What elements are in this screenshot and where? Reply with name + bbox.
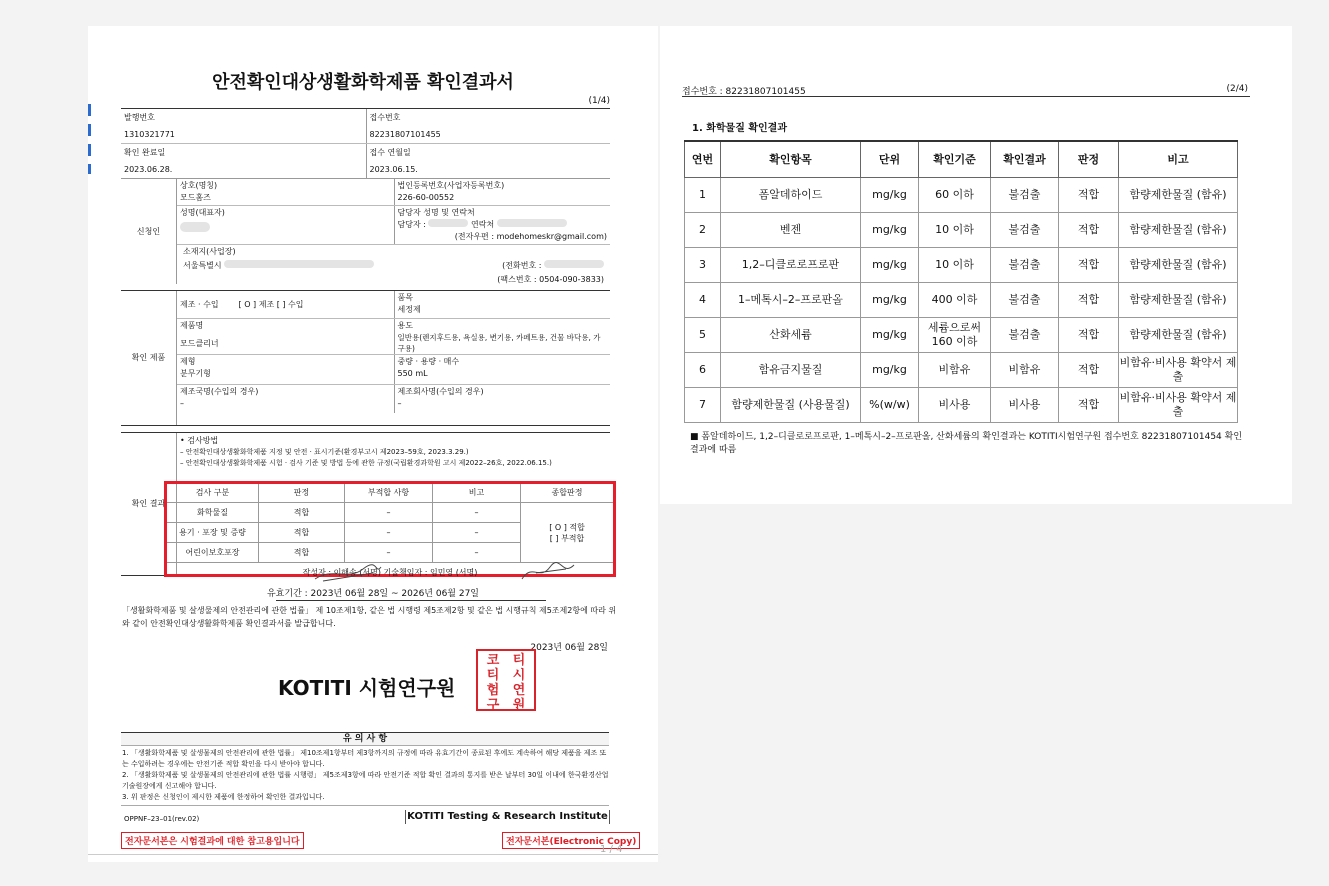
result-item: 어린이보호포장 bbox=[167, 543, 259, 563]
redacted-phone bbox=[544, 260, 604, 268]
cell-std: 10 이하 bbox=[919, 247, 991, 282]
institute-name-en: KOTITI Testing & Research Institute bbox=[405, 810, 610, 824]
issue-date: 2023년 06월 28일 bbox=[530, 643, 608, 653]
country-label: 제조국명(수입의 경우) bbox=[180, 387, 259, 396]
result-header-overall: 종합판정 bbox=[521, 483, 614, 503]
method-line-2: – 안전확인대상생활화학제품 시험 · 검사 기준 및 방법 등에 관한 규정(국립환경과학원 고시 제2022–26호, 2022.06.15.) bbox=[180, 459, 552, 467]
issue-info-table bbox=[121, 108, 610, 179]
cell-note: 함량제한물질 (함유) bbox=[1119, 282, 1238, 317]
result-note: – bbox=[433, 503, 521, 523]
seal-char: 원 bbox=[512, 698, 526, 713]
footnote: ■ 폼알데하이드, 1,2–디클로로프로판, 1–메톡시–2–프로판올, 산화세륨의 확인결과는 KOTITI시험연구원 접수번호 82231807101454 확인결과에 따름 bbox=[690, 432, 1243, 455]
cell-note: 비함유·비사용 확약서 제출 bbox=[1119, 352, 1238, 387]
cell-std: 세륨으로써 160 이하 bbox=[919, 317, 991, 352]
receipt-date-label: 접수 연월일 bbox=[369, 148, 411, 157]
institute-name: KOTITI 시험연구원 bbox=[278, 676, 456, 700]
seal-char: 연 bbox=[512, 683, 526, 698]
result-header-item: 검사 구분 bbox=[167, 483, 259, 503]
use-label: 용도 bbox=[397, 321, 413, 330]
cell-result: 불검출 bbox=[991, 212, 1059, 247]
cell-result: 비사용 bbox=[991, 387, 1059, 422]
table-row bbox=[685, 177, 1238, 212]
country-value: – bbox=[180, 399, 184, 408]
issue-no: 1310321771 bbox=[124, 130, 175, 139]
cell-item: 1–메톡시–2–프로판올 bbox=[721, 282, 861, 317]
seal-char: 험 bbox=[486, 683, 500, 698]
result-header-judge: 판정 bbox=[259, 483, 345, 503]
name-value: 모드클리너 bbox=[180, 339, 219, 348]
col-item: 확인항목 bbox=[721, 141, 861, 177]
document-page-2 bbox=[660, 26, 1292, 504]
scan-edge-mark bbox=[88, 104, 91, 174]
rep-label: 성명(대표자) bbox=[180, 208, 225, 217]
cell-note: 함량제한물질 (함유) bbox=[1119, 177, 1238, 212]
result-judge: 적합 bbox=[259, 523, 345, 543]
chemical-result-table bbox=[684, 140, 1238, 423]
company-value: 모드홈즈 bbox=[180, 193, 211, 202]
company-label: 상호(명칭) bbox=[180, 181, 218, 190]
phone: (전화번호 : bbox=[502, 261, 542, 270]
signature-line: 작성자 : 이해송 (서명) 기술책임자 : 임민영 (서명) bbox=[302, 568, 478, 577]
seal-char: 티 bbox=[512, 653, 526, 668]
receipt-no-label: 접수번호 bbox=[369, 113, 401, 122]
address-value: 서울특별시 bbox=[183, 261, 222, 270]
email: (전자우편 : modehomeskr@gmail.com) bbox=[454, 232, 607, 241]
cell-judge: 적합 bbox=[1059, 352, 1119, 387]
cell-result: 불검출 bbox=[991, 247, 1059, 282]
notice-item: 1. 「생활화학제품 및 살생물제의 안전관리에 관한 법률」 제10조제1항부터 제3항까지의 규정에 따라 유효기간이 종료된 후에도 계속하여 해당 제품을 제조 또는 수입하려는 경우에는 안전기준 적합 확인을 다시 받아야 합니다. bbox=[122, 749, 607, 768]
form-value: 분무기형 bbox=[180, 369, 211, 378]
cell-std: 비사용 bbox=[919, 387, 991, 422]
result-item: 용기 · 포장 및 증량 bbox=[167, 523, 259, 543]
result-header-defect: 부적합 사항 bbox=[345, 483, 433, 503]
cell-unit: %(w/w) bbox=[861, 387, 919, 422]
cell-result: 비함유 bbox=[991, 352, 1059, 387]
receipt-no-header: 접수번호 : 82231807101455 bbox=[682, 87, 806, 97]
result-defect: – bbox=[345, 523, 433, 543]
notice-item: 3. 위 판정은 신청인이 제시한 제품에 한정하여 확인한 결과입니다. bbox=[122, 793, 325, 801]
page-title: 안전확인대상생활화학제품 확인결과서 bbox=[212, 72, 514, 93]
redacted-name bbox=[180, 222, 210, 232]
seal-char: 코 bbox=[486, 653, 500, 668]
cell-judge: 적합 bbox=[1059, 177, 1119, 212]
maker-label: 제조회사명(수입의 경우) bbox=[397, 387, 484, 396]
redacted-address bbox=[224, 260, 374, 268]
cell-item: 함유금지물질 bbox=[721, 352, 861, 387]
result-header-note: 비고 bbox=[433, 483, 521, 503]
confirm-date: 2023.06.28. bbox=[124, 165, 173, 174]
maker-value: – bbox=[397, 399, 402, 408]
footer-line bbox=[88, 854, 658, 855]
col-no: 연번 bbox=[685, 141, 721, 177]
weight-value: 550 mL bbox=[397, 369, 428, 378]
redacted-manager bbox=[428, 219, 468, 227]
cell-no: 2 bbox=[685, 212, 721, 247]
table-row bbox=[685, 317, 1238, 352]
page-number: (1/4) bbox=[588, 96, 610, 106]
header-rule bbox=[682, 96, 1250, 97]
cell-unit: mg/kg bbox=[861, 352, 919, 387]
table-row bbox=[685, 387, 1238, 422]
cell-std: 10 이하 bbox=[919, 212, 991, 247]
weight-label: 중량 · 용량 · 매수 bbox=[397, 357, 460, 366]
seal-char: 시 bbox=[512, 668, 526, 683]
cell-item: 폼알데하이드 bbox=[721, 177, 861, 212]
cell-std: 비함유 bbox=[919, 352, 991, 387]
result-item: 화학물질 bbox=[167, 503, 259, 523]
cell-unit: mg/kg bbox=[861, 177, 919, 212]
col-std: 확인기준 bbox=[919, 141, 991, 177]
cell-judge: 적합 bbox=[1059, 282, 1119, 317]
notice-item: 2. 「생활화학제품 및 살생물제의 안전관리에 관한 법률 시행령」 제5조제3항에 따라 안전기준 적합 확인 결과의 통지를 받은 날부터 30일 이내에 한국환경산업기술원장에게 신고해야 합니다. bbox=[122, 771, 609, 790]
notice-title: 유 의 사 항 bbox=[121, 732, 609, 746]
manager-label: 담당자 성명 및 연락처 bbox=[397, 208, 475, 217]
overall-fail: [ ] 부적합 bbox=[549, 533, 585, 543]
table-row bbox=[685, 212, 1238, 247]
receipt-date: 2023.06.15. bbox=[369, 165, 418, 174]
result-defect: – bbox=[345, 543, 433, 563]
cell-note: 비함유·비사용 확약서 제출 bbox=[1119, 387, 1238, 422]
cell-no: 3 bbox=[685, 247, 721, 282]
notice-list bbox=[122, 748, 610, 803]
cell-item: 산화세륨 bbox=[721, 317, 861, 352]
cell-item: 1,2–디클로로프로판 bbox=[721, 247, 861, 282]
applicant-section bbox=[121, 178, 610, 284]
applicant-label: 신청인 bbox=[121, 179, 177, 284]
form-code: OPPNF–23–01(rev.02) bbox=[124, 815, 200, 823]
cell-item: 벤젠 bbox=[721, 212, 861, 247]
cell-no: 7 bbox=[685, 387, 721, 422]
document-page-1 bbox=[88, 26, 658, 862]
redacted-contact bbox=[497, 219, 567, 227]
law-text: 「생활화학제품 및 살생물제의 안전관리에 관한 법률」 제 10조제1항, 같은 법 시행령 제5조제2항 및 같은 법 시행규칙 제5조제2항에 따라 위와 같이 안전확인대상생활화학제품 확인결과서를 발급합니다. bbox=[122, 606, 617, 628]
category-label: 품목 bbox=[397, 293, 413, 302]
signature-mark-2 bbox=[518, 559, 578, 583]
manager-prefix: 담당자 : bbox=[397, 220, 426, 229]
result-defect: – bbox=[345, 503, 433, 523]
cell-no: 1 bbox=[685, 177, 721, 212]
seal-char: 구 bbox=[486, 698, 500, 713]
cell-note: 함량제한물질 (함유) bbox=[1119, 212, 1238, 247]
page-number: (2/4) bbox=[1226, 84, 1248, 94]
cell-result: 불검출 bbox=[991, 177, 1059, 212]
cell-item: 함량제한물질 (사용물질) bbox=[721, 387, 861, 422]
table-row bbox=[685, 352, 1238, 387]
page-mark: 1 / 4 bbox=[600, 844, 623, 855]
cell-judge: 적합 bbox=[1059, 317, 1119, 352]
seal-char: 티 bbox=[486, 668, 500, 683]
cell-note: 함량제한물질 (함유) bbox=[1119, 247, 1238, 282]
category-value: 세정제 bbox=[397, 305, 421, 314]
method-title: • 검사방법 bbox=[180, 436, 219, 445]
name-label: 제품명 bbox=[180, 321, 204, 330]
col-note: 비고 bbox=[1119, 141, 1238, 177]
method-line-1: – 안전확인대상생활화학제품 지정 및 안전 · 표시기준(환경부고시 제2023–59호, 2023.3.29.) bbox=[180, 448, 469, 456]
receipt-no: 82231807101455 bbox=[369, 130, 441, 139]
make-label: 제조 · 수입 bbox=[180, 299, 219, 309]
cell-unit: mg/kg bbox=[861, 247, 919, 282]
cell-no: 5 bbox=[685, 317, 721, 352]
cell-unit: mg/kg bbox=[861, 212, 919, 247]
valid-period: 유효기간 : 2023년 06월 28일 ~ 2026년 06월 27일 bbox=[266, 589, 480, 599]
product-section bbox=[121, 290, 610, 426]
result-judge: 적합 bbox=[259, 543, 345, 563]
result-note: – bbox=[433, 543, 521, 563]
fax: (팩스번호 : 0504-090-3833) bbox=[497, 275, 604, 284]
cell-unit: mg/kg bbox=[861, 317, 919, 352]
contact-prefix: 연락처 bbox=[471, 220, 495, 229]
signature-mark-1 bbox=[313, 561, 383, 585]
use-value: 일반용(렌지후드용, 욕실용, 변기용, 카페트용, 건물 바닥용, 가구용) bbox=[397, 333, 601, 353]
confirm-date-label: 확인 완료일 bbox=[124, 148, 166, 157]
overall-pass: [ O ] 적합 bbox=[549, 522, 585, 532]
issue-no-label: 발행번호 bbox=[124, 113, 155, 122]
electronic-copy-note: 전자문서본(Electronic Copy) bbox=[502, 832, 640, 849]
address-label: 소재지(사업장) bbox=[183, 247, 236, 256]
cell-no: 4 bbox=[685, 282, 721, 317]
col-judge: 판정 bbox=[1059, 141, 1119, 177]
cell-no: 6 bbox=[685, 352, 721, 387]
result-judge: 적합 bbox=[259, 503, 345, 523]
cell-result: 불검출 bbox=[991, 317, 1059, 352]
product-label: 확인 제품 bbox=[121, 291, 177, 425]
notice-divider bbox=[121, 805, 609, 806]
col-unit: 단위 bbox=[861, 141, 919, 177]
result-note: – bbox=[433, 523, 521, 543]
cell-judge: 적합 bbox=[1059, 247, 1119, 282]
cell-note: 함량제한물질 (함유) bbox=[1119, 317, 1238, 352]
cell-std: 60 이하 bbox=[919, 177, 991, 212]
form-label: 제형 bbox=[180, 357, 196, 366]
cell-std: 400 이하 bbox=[919, 282, 991, 317]
table-row bbox=[685, 282, 1238, 317]
col-result: 확인결과 bbox=[991, 141, 1059, 177]
section-title: 1. 화학물질 확인결과 bbox=[692, 123, 787, 134]
cell-result: 불검출 bbox=[991, 282, 1059, 317]
make-value: [ O ] 제조 [ ] 수입 bbox=[238, 299, 304, 309]
corp-no-value: 226-60-00552 bbox=[397, 193, 455, 202]
valid-underline bbox=[276, 600, 546, 601]
cell-judge: 적합 bbox=[1059, 212, 1119, 247]
official-seal bbox=[476, 649, 536, 711]
reference-note: 전자문서본은 시험결과에 대한 참고용입니다 bbox=[121, 832, 304, 849]
corp-no-label: 법인등록번호(사업자등록번호) bbox=[397, 181, 505, 190]
cell-judge: 적합 bbox=[1059, 387, 1119, 422]
cell-unit: mg/kg bbox=[861, 282, 919, 317]
result-label: 확인 결과 bbox=[121, 433, 177, 575]
table-row bbox=[685, 247, 1238, 282]
